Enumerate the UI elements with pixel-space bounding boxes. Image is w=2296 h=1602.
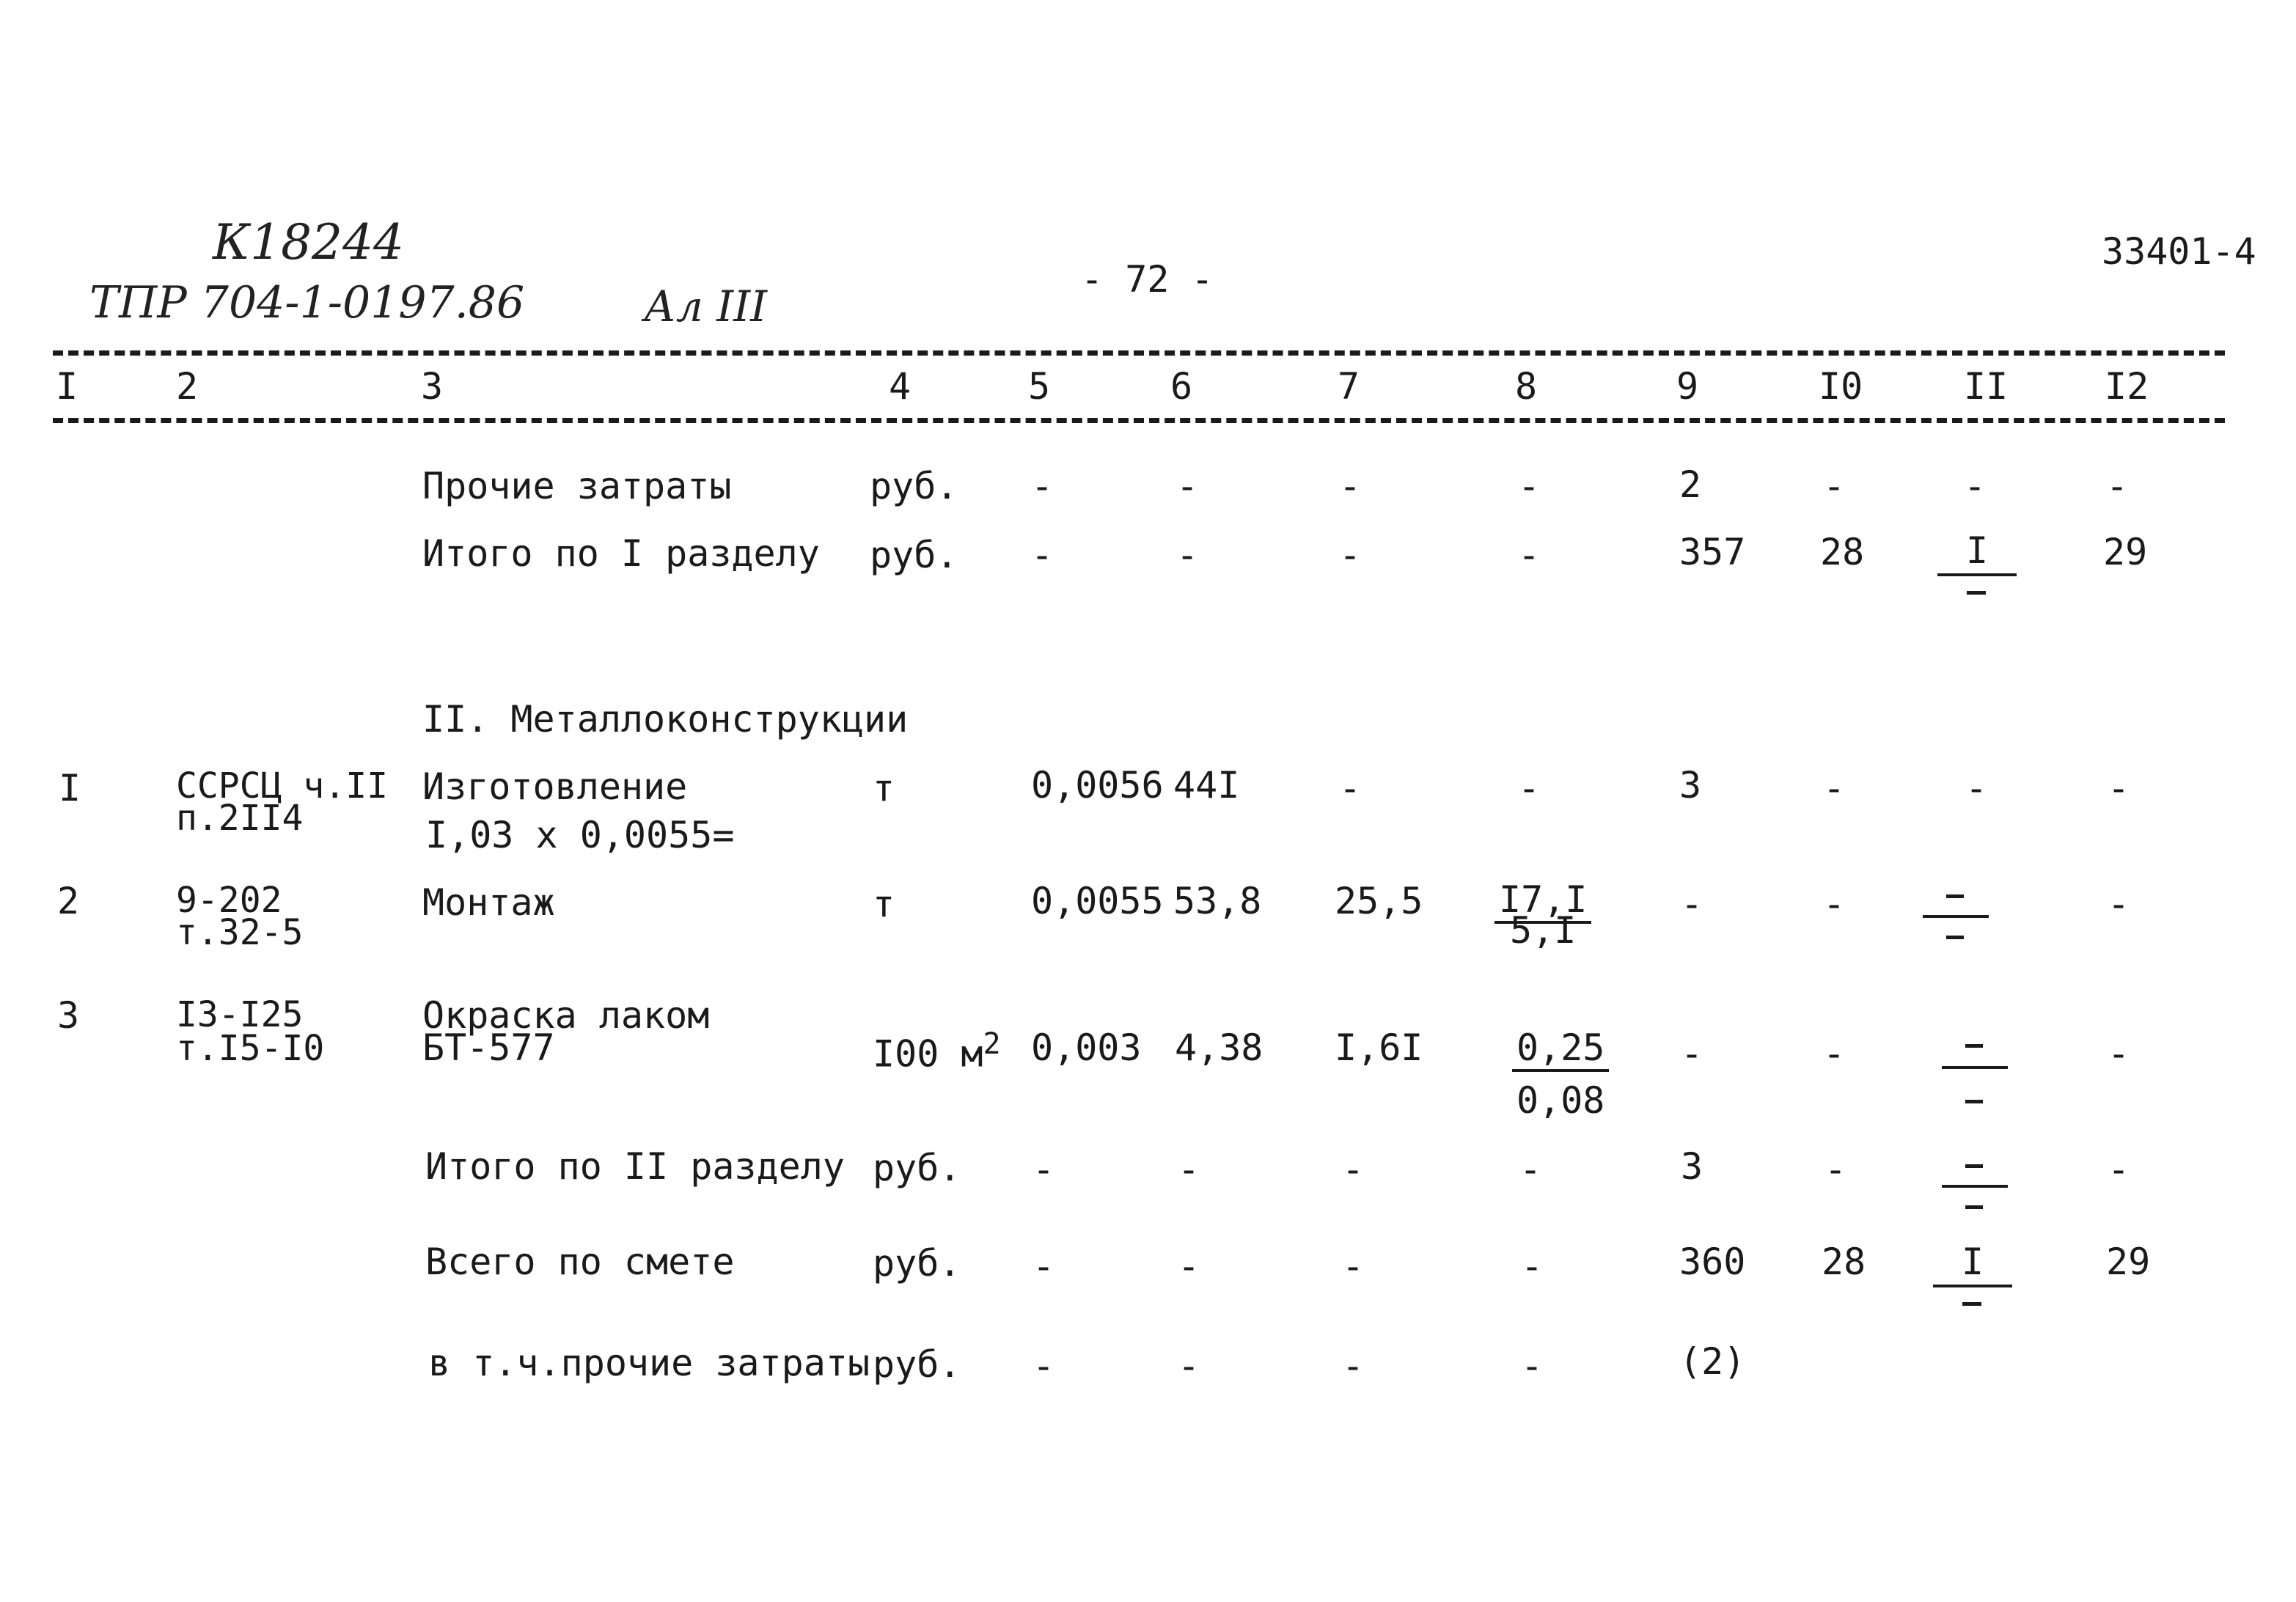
row-name: Итого по II разделу <box>425 1145 845 1188</box>
col-header-6: 6 <box>1170 365 1193 408</box>
cell-col8: - <box>1519 1148 1542 1191</box>
cell-col5: - <box>1033 1245 1055 1287</box>
cell-col10: 28 <box>1820 531 1865 573</box>
cell-col7: I,6I <box>1335 1026 1423 1069</box>
col-header-10: I0 <box>1819 365 1863 408</box>
cell-col6: - <box>1176 465 1199 507</box>
cell-col8-fraction <box>1512 1026 1609 1122</box>
col-header-7: 7 <box>1338 365 1360 408</box>
cell-col12: - <box>2108 1032 2130 1075</box>
cell-col5: - <box>1031 465 1054 507</box>
cell-col10: - <box>1823 1032 1846 1075</box>
row-name: Итого по I разделу <box>422 532 820 575</box>
cell-col5: 0,0055 <box>1031 880 1164 922</box>
cell-col11-fraction <box>1933 529 2021 606</box>
col-header-4: 4 <box>889 365 912 408</box>
cell-col6: - <box>1176 534 1199 576</box>
col-header-5: 5 <box>1028 365 1051 408</box>
cell-col8: - <box>1518 534 1541 576</box>
row-unit: руб. <box>873 1343 961 1386</box>
fraction-numerator: I7,I <box>1494 881 1591 924</box>
row-name: Монтаж <box>422 881 555 924</box>
norm-code: 9-202 <box>176 880 282 921</box>
cell-col9: - <box>1681 1032 1703 1075</box>
cell-col12: 29 <box>2106 1241 2151 1283</box>
sheet-code: 33401-4 <box>2102 230 2256 273</box>
cell-col5: - <box>1031 534 1054 576</box>
fraction-denominator: 5,I <box>1510 909 1577 952</box>
cell-col11-dash-fraction <box>1923 890 1989 949</box>
cell-col8: - <box>1518 767 1541 809</box>
cell-col12: 29 <box>2103 531 2148 573</box>
cell-col5: - <box>1033 1345 1055 1387</box>
row-name: в т.ч.прочие затраты <box>428 1342 870 1384</box>
handwritten-registration-number: К18244 <box>213 214 405 271</box>
header-top-rule <box>53 350 2225 356</box>
col-header-1: I <box>56 365 78 408</box>
row-name-formula: I,03 x 0,0055= <box>425 814 735 856</box>
cell-col7: - <box>1339 465 1362 507</box>
row-name: Изготовление <box>422 765 688 808</box>
cell-col8-fraction <box>1494 878 1591 952</box>
cell-col9: 360 <box>1679 1241 1746 1283</box>
cell-col10: - <box>1824 1148 1847 1191</box>
cell-col11: - <box>1965 767 1988 809</box>
col-header-9: 9 <box>1676 365 1699 408</box>
row-unit <box>873 1027 1001 1076</box>
cell-col7: - <box>1339 534 1362 576</box>
row-unit: руб. <box>870 465 958 507</box>
cell-col6: 4,38 <box>1175 1026 1263 1069</box>
cell-col9: 357 <box>1679 531 1746 573</box>
col-header-2: 2 <box>176 365 199 408</box>
cell-col10: - <box>1823 767 1846 809</box>
cell-col5: 0,003 <box>1031 1026 1142 1069</box>
row-name-line2: БТ-577 <box>422 1026 555 1069</box>
cell-col7: 25,5 <box>1335 880 1423 922</box>
cell-col7: - <box>1342 1245 1365 1287</box>
cell-col11-dash-fraction <box>1942 1040 2008 1113</box>
row-number: 3 <box>57 994 80 1037</box>
cell-col7: - <box>1339 767 1362 809</box>
cell-col11-dash-fraction <box>1942 1160 2008 1219</box>
cell-col8: - <box>1521 1345 1544 1387</box>
cell-col6: 44I <box>1173 764 1240 806</box>
cell-col7: - <box>1342 1345 1365 1387</box>
cell-col10: 28 <box>1822 1241 1866 1283</box>
cell-col6: - <box>1178 1345 1200 1387</box>
header-bottom-rule <box>53 418 2225 423</box>
row-unit: руб. <box>873 1242 961 1285</box>
fraction-numerator: I <box>1961 1241 1984 1283</box>
cell-col12: - <box>2108 767 2130 809</box>
album-label: Ал III <box>644 282 768 331</box>
cell-col6: - <box>1178 1148 1200 1191</box>
cell-col11: - <box>1964 465 1987 507</box>
cell-col11-fraction <box>1929 1243 2017 1317</box>
norm-code-line2: т.32-5 <box>176 912 304 953</box>
row-unit: т <box>873 883 895 925</box>
norm-code: I3-I25 <box>176 994 304 1035</box>
cell-col9: 3 <box>1679 764 1702 806</box>
row-unit: руб. <box>873 1147 961 1189</box>
row-unit: т <box>873 767 895 809</box>
cell-col8: - <box>1521 1245 1544 1287</box>
row-name: Прочие затраты <box>422 465 732 507</box>
fraction-numerator: I <box>1965 529 1989 572</box>
section-title: II. Металлоконструкции <box>422 698 909 741</box>
cell-col7: - <box>1342 1148 1365 1191</box>
col-header-3: 3 <box>421 365 444 408</box>
col-header-12: I2 <box>2105 365 2149 408</box>
row-name: Окраска лаком <box>422 994 710 1037</box>
cell-col5: - <box>1033 1148 1055 1191</box>
cell-col9: (2) <box>1679 1340 1746 1383</box>
fraction-denominator: 0,08 <box>1516 1079 1605 1122</box>
norm-code-line2: т.I5-I0 <box>176 1028 325 1069</box>
fraction-numerator: 0,25 <box>1512 1029 1609 1072</box>
unit-text: I00 м <box>873 1032 983 1076</box>
row-unit: руб. <box>870 534 958 576</box>
col-header-8: 8 <box>1515 365 1538 408</box>
row-name: Всего по смете <box>425 1241 735 1283</box>
document-code: ТПР 704-1-0197.86 <box>89 277 525 328</box>
cell-col12: - <box>2108 883 2130 925</box>
row-number: 2 <box>57 880 80 922</box>
cell-col5: 0,0056 <box>1031 764 1164 806</box>
cell-col9: 2 <box>1679 463 1702 506</box>
cell-col6: 53,8 <box>1173 880 1262 922</box>
page-number: - 72 - <box>1081 258 1214 301</box>
cell-col6: - <box>1178 1245 1200 1287</box>
cell-col10: - <box>1823 465 1846 507</box>
cell-col9: - <box>1681 883 1703 925</box>
unit-superscript: 2 <box>983 1027 1001 1061</box>
norm-code-line2: п.2II4 <box>176 798 304 839</box>
cell-col10: - <box>1823 883 1846 925</box>
cell-col12: - <box>2106 465 2129 507</box>
norm-code: ССРСЦ ч.II <box>176 765 388 806</box>
cell-col12: - <box>2108 1148 2130 1191</box>
cell-col9: 3 <box>1681 1145 1703 1188</box>
cell-col8: - <box>1518 465 1541 507</box>
row-number: I <box>59 767 81 809</box>
col-header-11: II <box>1964 365 2009 408</box>
